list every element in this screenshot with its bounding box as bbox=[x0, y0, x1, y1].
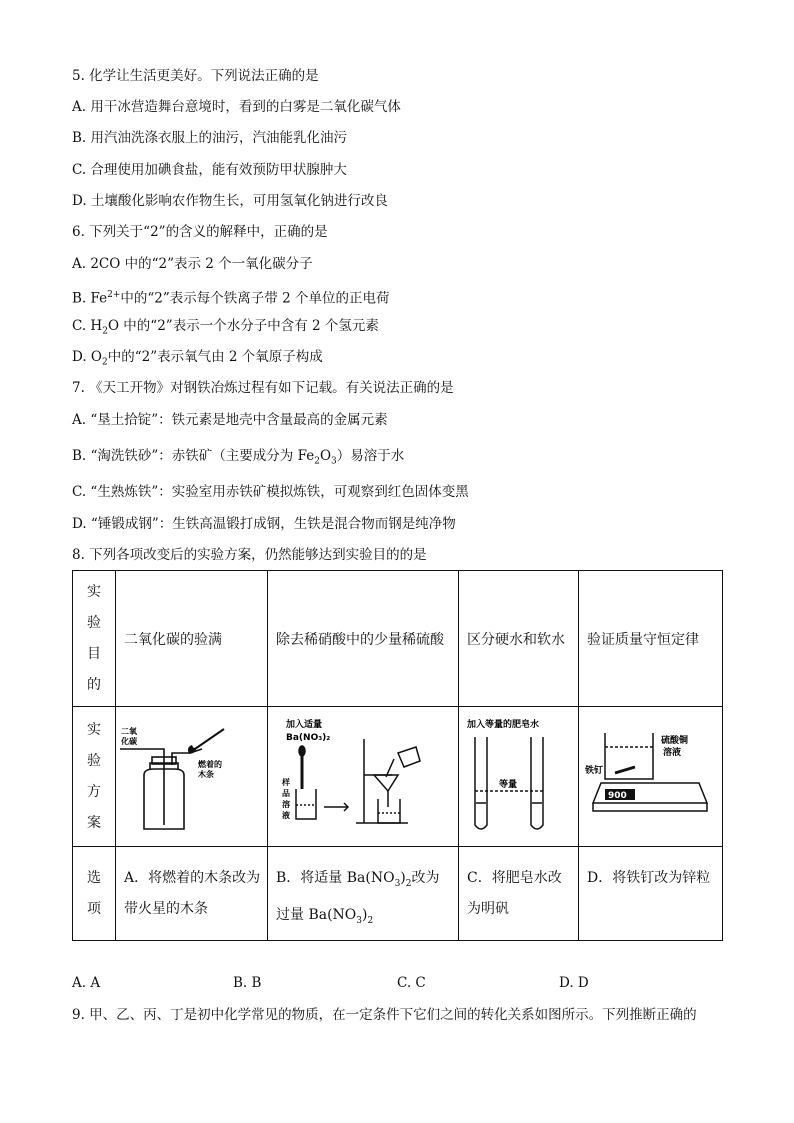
fig-d-label-nail: 铁钉 bbox=[585, 766, 604, 776]
fig-b-label-sample-1: 品 bbox=[282, 789, 290, 798]
q5-option-d: D. 土壤酸化影响农作物生长，可用氢氧化钠进行改良 bbox=[72, 193, 388, 209]
balance-display-value: 900 bbox=[608, 791, 627, 801]
option-cell-d: D．将铁钉改为锌粒 bbox=[579, 847, 723, 941]
fig-b-label-sample-0: 样 bbox=[282, 778, 290, 787]
q7-option-a: A. “垦土拾锭”：铁元素是地壳中含量最高的金属元素 bbox=[72, 412, 388, 428]
beaker-small-icon bbox=[296, 789, 316, 819]
q8-answer-choices bbox=[72, 975, 722, 995]
q6-option-c: C. $H_2O$ 中的“2”表示一个水分子中含有 2 个氢元素 bbox=[72, 318, 379, 337]
q5-option-c: C. 合理使用加碘食盐，能有效预防甲状腺肿大 bbox=[72, 162, 347, 178]
q7-stem: 7. 《天工开物》对钢铁冶炼过程有如下记载。有关说法正确的是 bbox=[72, 380, 454, 396]
funnel-icon bbox=[374, 775, 398, 791]
figure-cell-a bbox=[116, 707, 268, 847]
beaker-icon bbox=[605, 733, 653, 779]
fig-b-label-sample-2: 溶 bbox=[282, 800, 290, 809]
row-header-purpose: 实 验 目 的 bbox=[73, 571, 116, 707]
co2-collection-figure bbox=[116, 707, 266, 842]
purpose-cell-b: 除去稀硝酸中的少量稀硫酸 bbox=[268, 571, 459, 707]
table-row-scheme bbox=[73, 707, 723, 847]
fig-b-label-reagent-2: Ba(NO₃)₂ bbox=[286, 733, 331, 743]
fig-a-label-stick-2: 木条 bbox=[198, 770, 214, 779]
fig-d-label-solution-2: 溶液 bbox=[663, 748, 682, 758]
row-header-option: 选 项 bbox=[73, 847, 116, 941]
flame-icon bbox=[188, 745, 196, 754]
q6-option-b: B. $Fe^{2+}$中的“2”表示每个铁离子带 2 个单位的正电荷 bbox=[72, 290, 390, 307]
figure-cell-b bbox=[268, 707, 459, 847]
q7-option-c: C. “生熟炼铁”：实验室用赤铁矿模拟炼铁，可观察到红色固体变黑 bbox=[72, 484, 469, 500]
q8-stem: 8. 下列各项改变后的实验方案，仍然能够达到实验目的的是 bbox=[72, 547, 427, 563]
balance-figure bbox=[579, 707, 722, 842]
experiment-table bbox=[72, 570, 723, 941]
table-row-purpose bbox=[73, 571, 723, 707]
q5-option-b: B. 用汽油洗涤衣服上的油污，汽油能乳化油污 bbox=[72, 130, 348, 146]
option-cell-a: A．将燃着的木条改为 带火星的木条 bbox=[116, 847, 268, 941]
fig-b-label-sample-3: 液 bbox=[282, 811, 290, 820]
q6-option-d: D. $O_2$中的“2”表示氧气由 2 个氧原子构成 bbox=[72, 349, 323, 368]
filtration-figure bbox=[268, 707, 458, 842]
answer-choice-a[interactable]: A. A bbox=[72, 975, 101, 991]
soap-test-figure bbox=[459, 707, 578, 842]
option-cell-b: B．将适量 $Ba(NO_3)_2$改为 过量 $Ba(NO_3)_2$ bbox=[268, 847, 459, 941]
purpose-cell-a: 二氧化碳的验满 bbox=[116, 571, 268, 707]
table-row-options bbox=[73, 847, 723, 941]
fig-c-label-equal: 等量 bbox=[499, 780, 518, 790]
q6-option-a: A. 2CO 中的“2”表示 2 个一氧化碳分子 bbox=[72, 256, 313, 272]
gas-bottle-icon bbox=[120, 749, 202, 829]
q7-option-d: D. “锤锻成钢”：生铁高温锻打成钢，生铁是混合物而钢是纯净物 bbox=[72, 516, 456, 532]
wood-stick-icon bbox=[192, 729, 224, 751]
beaker-pouring-icon bbox=[398, 747, 420, 767]
row-header-scheme: 实 验 方 案 bbox=[73, 707, 116, 847]
fig-b-label-reagent-1: 加入适量 bbox=[286, 720, 323, 730]
q6-stem: 6. 下列关于“2”的含义的解释中，正确的是 bbox=[72, 224, 328, 240]
figure-cell-d bbox=[579, 707, 723, 847]
q5-stem: 5. 化学让生活更美好。下列说法正确的是 bbox=[72, 68, 319, 84]
test-tube-left-icon bbox=[475, 737, 487, 829]
test-tube-right-icon bbox=[531, 737, 543, 829]
fig-a-label-stick-1: 燃着的 bbox=[198, 760, 222, 769]
answer-choice-c[interactable]: C. C bbox=[397, 975, 426, 991]
fig-a-label-gas-bottom: 化碳 bbox=[121, 737, 137, 746]
answer-choice-d[interactable]: D. D bbox=[559, 975, 589, 991]
fig-c-label-title: 加入等量的肥皂水 bbox=[467, 720, 540, 730]
q9-stem: 9. 甲、乙、丙、丁是初中化学常见的物质，在一定条件下它们之间的转化关系如图所示。下列推断正确的 bbox=[72, 1007, 697, 1023]
fig-d-label-solution-1: 硫酸铜 bbox=[661, 736, 689, 746]
answer-choice-b[interactable]: B. B bbox=[233, 975, 262, 991]
iron-nail-icon bbox=[615, 767, 635, 773]
fig-a-label-gas-top: 二氧 bbox=[121, 727, 137, 736]
figure-cell-c bbox=[459, 707, 579, 847]
q5-option-a: A. 用干冰营造舞台意境时，看到的白雾是二氧化碳气体 bbox=[72, 99, 401, 115]
purpose-cell-c: 区分硬水和软水 bbox=[459, 571, 579, 707]
q7-option-b: B. “淘洗铁砂”：赤铁矿（主要成分为 $Fe_2O_3$）易溶于水 bbox=[72, 448, 405, 467]
option-cell-c: C．将肥皂水改 为明矾 bbox=[459, 847, 579, 941]
dropper-bulb-icon bbox=[299, 746, 305, 756]
purpose-cell-d: 验证质量守恒定律 bbox=[579, 571, 723, 707]
beaker-receiver-icon bbox=[378, 799, 400, 823]
